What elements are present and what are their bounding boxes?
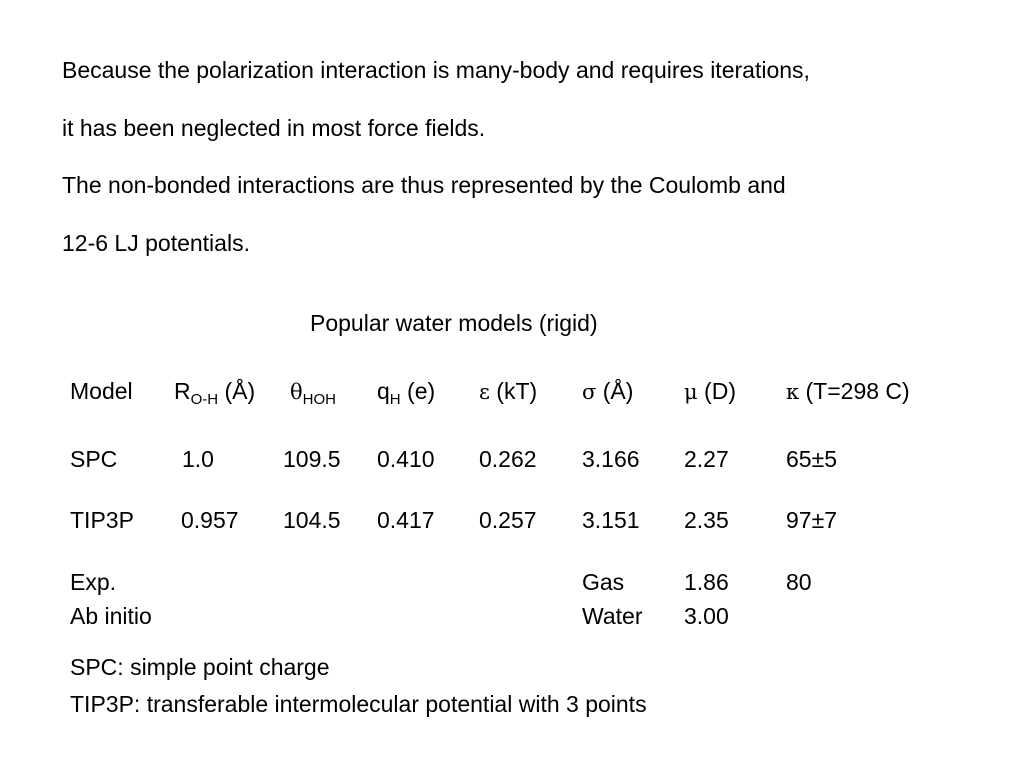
tip3p-q: 0.417: [377, 507, 435, 533]
tip3p-r: 0.957: [181, 507, 239, 533]
footnote-tip3p: TIP3P: transferable intermolecular potential with 3 points: [70, 691, 647, 717]
intro-line-3: The non-bonded interactions are thus represented by the Coulomb and: [62, 172, 786, 198]
header-r-sub: O-H: [190, 391, 219, 408]
header-r-unit: (Å): [218, 378, 256, 404]
spc-r: 1.0: [182, 446, 214, 472]
tip3p-eps: 0.257: [479, 507, 537, 533]
header-mu-symbol: μ: [684, 380, 698, 404]
header-theta-symbol: θ: [290, 380, 303, 404]
tip3p-kappa: 97±7: [786, 507, 837, 533]
header-epsilon-symbol: ε: [479, 380, 490, 404]
exp-mu: 1.86: [684, 569, 729, 595]
header-mu-unit: (D): [697, 378, 736, 404]
abinitio-sigma: Water: [582, 603, 643, 629]
spc-mu: 2.27: [684, 446, 729, 472]
header-epsilon: [479, 377, 537, 406]
header-q-unit: (e): [400, 378, 436, 404]
abinitio-model: Ab initio: [70, 603, 152, 629]
spc-eps: 0.262: [479, 446, 537, 472]
header-kappa-unit: (T=298 C): [799, 378, 910, 404]
spc-kappa: 65±5: [786, 446, 837, 472]
header-sigma: [582, 377, 633, 406]
spc-model: SPC: [70, 446, 118, 472]
header-q-h: [377, 377, 436, 408]
header-sigma-unit: (Å): [596, 378, 634, 404]
header-q-sub: H: [389, 391, 401, 408]
tip3p-sigma: 3.151: [582, 507, 640, 533]
exp-model: Exp.: [70, 569, 117, 595]
tip3p-theta: 104.5: [283, 507, 341, 533]
tip3p-model: TIP3P: [70, 507, 134, 533]
header-q-main: q: [377, 378, 390, 404]
header-theta-sub: HOH: [302, 391, 336, 408]
abinitio-mu: 3.00: [684, 603, 729, 629]
header-theta-hoh: [290, 377, 336, 406]
header-mu: [684, 377, 736, 406]
intro-line-1: Because the polarization interaction is many-body and requires iterations,: [62, 57, 810, 83]
footnote-spc: SPC: simple point charge: [70, 654, 330, 680]
spc-sigma: 3.166: [582, 446, 640, 472]
header-epsilon-unit: (kT): [489, 378, 538, 404]
intro-line-2: it has been neglected in most force fields.: [62, 115, 486, 141]
header-r-main: R: [174, 378, 191, 404]
intro-line-4: 12-6 LJ potentials.: [62, 230, 250, 256]
exp-sigma: Gas: [582, 569, 625, 595]
exp-kappa: 80: [786, 569, 812, 595]
header-sigma-symbol: σ: [582, 380, 597, 404]
header-model: Model: [70, 378, 133, 404]
header-kappa: [786, 377, 910, 406]
header-r-oh: [174, 377, 256, 408]
tip3p-mu: 2.35: [684, 507, 729, 533]
spc-theta: 109.5: [283, 446, 341, 472]
spc-q: 0.410: [377, 446, 435, 472]
table-title: Popular water models (rigid): [310, 310, 598, 336]
header-kappa-symbol: κ: [786, 380, 800, 404]
